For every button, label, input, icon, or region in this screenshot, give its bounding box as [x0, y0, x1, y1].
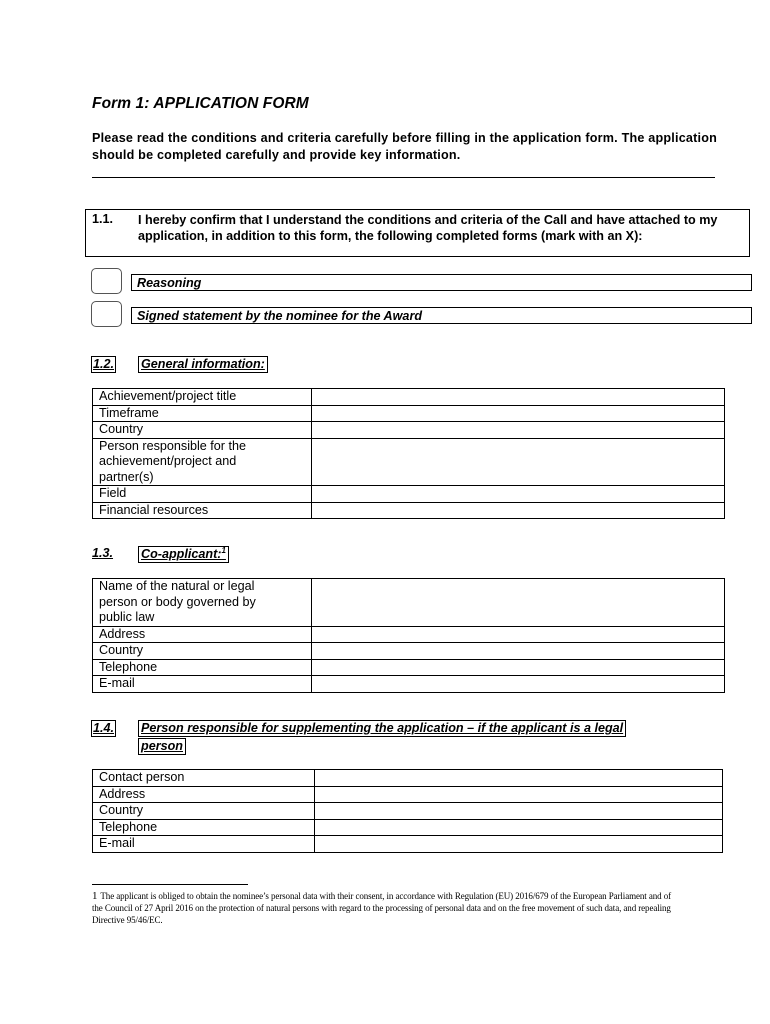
person-responsible-input[interactable]	[312, 438, 725, 486]
table-row	[93, 819, 723, 836]
timeframe-input[interactable]	[312, 405, 725, 422]
row-label-telephone: Telephone	[93, 659, 312, 676]
row-label-timeframe: Timeframe	[93, 405, 312, 422]
section-number-1-3: 1.3.	[92, 546, 114, 560]
row-label-address: Address	[93, 626, 312, 643]
confirmation-text: I hereby confirm that I understand the conditions and criteria of the Call and have attached to my application, in addition to this form, the following completed forms (mark with an X):	[138, 213, 718, 243]
coapplicant-address-input[interactable]	[312, 626, 725, 643]
table-row	[93, 579, 725, 627]
project-title-input[interactable]	[312, 389, 725, 406]
responsible-table	[92, 769, 723, 853]
footnote-ref: 1	[221, 545, 226, 555]
table-row	[93, 786, 723, 803]
coapplicant-name-input[interactable]	[312, 579, 725, 627]
table-row	[93, 405, 725, 422]
responsible-telephone-input[interactable]	[315, 819, 723, 836]
section-number-1-1: 1.1.	[92, 212, 114, 226]
footnote-mark: 1	[92, 890, 98, 902]
signed-statement-label: Signed statement by the nominee for the Award	[137, 309, 423, 323]
row-label-email: E-mail	[93, 676, 312, 693]
reasoning-label-box	[131, 274, 752, 291]
reasoning-label: Reasoning	[137, 276, 202, 290]
coapplicant-table	[92, 578, 725, 693]
section-number-1-2: 1.2.	[93, 357, 115, 371]
row-label-country: Country	[93, 803, 315, 820]
responsible-email-input[interactable]	[315, 836, 723, 853]
section-number-1-4: 1.4.	[93, 721, 115, 735]
row-label-field: Field	[93, 486, 312, 503]
coapplicant-heading-text: Co-applicant:	[141, 547, 222, 561]
coapplicant-country-input[interactable]	[312, 643, 725, 660]
responsible-address-input[interactable]	[315, 786, 723, 803]
financial-resources-input[interactable]	[312, 502, 725, 519]
general-info-heading: General information:	[138, 356, 268, 373]
signed-statement-checkbox[interactable]	[91, 301, 122, 327]
row-label-person-responsible: Person responsible for the achievement/project and partner(s)	[93, 438, 312, 486]
responsible-heading-line1: Person responsible for supplementing the application – if the applicant is a legal	[138, 720, 626, 737]
footnote-divider	[92, 884, 248, 885]
table-row	[93, 659, 725, 676]
table-row	[93, 676, 725, 693]
signed-statement-label-box	[131, 307, 752, 324]
general-info-table	[92, 388, 725, 519]
row-label-country: Country	[93, 422, 312, 439]
row-label-email: E-mail	[93, 836, 315, 853]
footnote	[92, 890, 682, 926]
footnote-text: The applicant is obliged to obtain the nominee’s personal data with their consent, in accordance with Regulation (EU) 2016/679 of the European Parliament and of the Council of 27 April 2016 on the protection of natural persons with regard to the processing of personal data and on the free movement of such data, and repealing Directive 95/46/EC.	[92, 891, 671, 925]
coapplicant-heading	[138, 546, 229, 563]
country-input[interactable]	[312, 422, 725, 439]
row-label-title: Achievement/project title	[93, 389, 312, 406]
responsible-heading-line2: person	[138, 738, 186, 755]
row-label-financial: Financial resources	[93, 502, 312, 519]
table-row	[93, 836, 723, 853]
table-row	[93, 626, 725, 643]
table-row	[93, 803, 723, 820]
row-label-telephone: Telephone	[93, 819, 315, 836]
confirmation-box	[85, 209, 750, 257]
table-row	[93, 389, 725, 406]
field-input[interactable]	[312, 486, 725, 503]
contact-person-input[interactable]	[315, 770, 723, 787]
row-label-contact-person: Contact person	[93, 770, 315, 787]
row-label-country: Country	[93, 643, 312, 660]
row-label-name: Name of the natural or legal person or body governed by public law	[93, 579, 312, 627]
table-row	[93, 422, 725, 439]
responsible-country-input[interactable]	[315, 803, 723, 820]
attachment-reasoning-row	[91, 268, 753, 296]
form-title: Form 1: APPLICATION FORM	[92, 95, 309, 112]
header-divider	[92, 177, 715, 178]
coapplicant-telephone-input[interactable]	[312, 659, 725, 676]
row-label-address: Address	[93, 786, 315, 803]
table-row	[93, 643, 725, 660]
coapplicant-email-input[interactable]	[312, 676, 725, 693]
table-row	[93, 770, 723, 787]
table-row	[93, 438, 725, 486]
table-row	[93, 502, 725, 519]
attachment-statement-row	[91, 301, 753, 329]
form-intro: Please read the conditions and criteria carefully before filling in the application form. The application should be completed carefully and provide key information.	[92, 131, 717, 162]
reasoning-checkbox[interactable]	[91, 268, 122, 294]
table-row	[93, 486, 725, 503]
